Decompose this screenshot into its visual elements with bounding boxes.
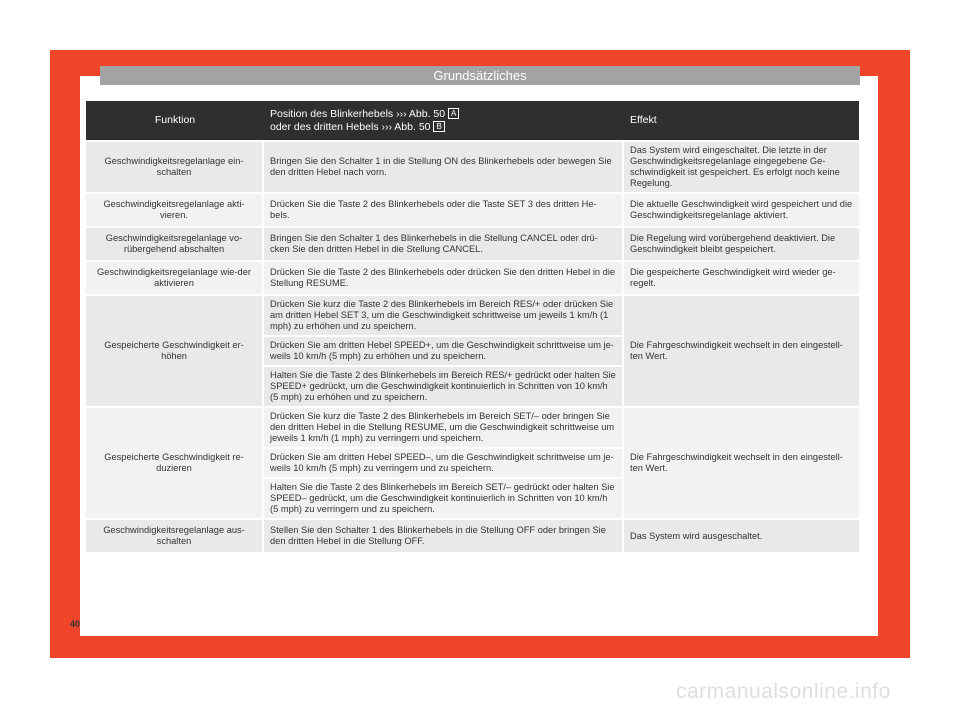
figure-ref-a: A bbox=[448, 108, 459, 119]
cell-position: Halten Sie die Taste 2 des Blinkerhebels im Bereich SET/– gedrückt oder halten Sie SPEED– gedrückt, um die Geschwindigkeit kontinuierlich in Schritten von 10 km/h (5 mph) zu verringern und zu speichern. bbox=[264, 479, 624, 520]
table-row bbox=[86, 262, 859, 296]
cell-effekt: Die Regelung wird vorübergehend deaktiviert. Die Geschwindigkeit bleibt gespeichert. bbox=[624, 228, 859, 262]
header-effekt: Effekt bbox=[624, 101, 859, 142]
header-position bbox=[264, 101, 624, 142]
cell-position: Bringen Sie den Schalter 1 in die Stellung ON des Blinkerhebels oder bewegen Sie den dritten Hebel nach vorn. bbox=[264, 142, 624, 194]
cell-funktion: Geschwindigkeitsregelanlage ein-schalten bbox=[86, 142, 264, 194]
cell-position: Drücken Sie die Taste 2 des Blinkerhebels oder die Taste SET 3 des dritten He-bels. bbox=[264, 194, 624, 228]
cell-funktion: Geschwindigkeitsregelanlage akti-vieren. bbox=[86, 194, 264, 228]
cell-effekt: Das System wird ausgeschaltet. bbox=[624, 520, 859, 554]
cell-effekt: Die Fahrgeschwindigkeit wechselt in den eingestell-ten Wert. bbox=[624, 408, 859, 520]
table-row bbox=[86, 142, 859, 194]
header-position-line2: oder des dritten Hebels ››› Abb. 50 bbox=[270, 120, 431, 133]
cell-funktion: Gespeicherte Geschwindigkeit re-duzieren bbox=[86, 408, 264, 520]
cell-effekt: Die aktuelle Geschwindigkeit wird gespeichert und die Geschwindigkeitsregelanlage aktiviert. bbox=[624, 194, 859, 228]
table-header-row bbox=[86, 101, 859, 142]
figure-ref-b: B bbox=[433, 121, 444, 132]
cell-funktion: Geschwindigkeitsregelanlage vo-rübergehend abschalten bbox=[86, 228, 264, 262]
header-funktion: Funktion bbox=[86, 101, 264, 142]
page-number: 40 bbox=[70, 619, 81, 629]
cell-position: Drücken Sie die Taste 2 des Blinkerhebels oder drücken Sie den dritten Hebel in die Stellung RESUME. bbox=[264, 262, 624, 296]
table-row bbox=[86, 408, 859, 449]
cell-position: Drücken Sie am dritten Hebel SPEED+, um die Geschwindigkeit schrittweise um je-weils 10 km/h (5 mph) zu erhöhen und zu speichern. bbox=[264, 337, 624, 367]
table-row bbox=[86, 296, 859, 337]
cell-position: Drücken Sie am dritten Hebel SPEED–, um die Geschwindigkeit schrittweise um je-weils 10 km/h (5 mph) zu verringern und zu speichern. bbox=[264, 449, 624, 479]
table-row bbox=[86, 194, 859, 228]
watermark: carmanualsonline.info bbox=[676, 680, 891, 703]
cell-position: Bringen Sie den Schalter 1 des Blinkerhebels in die Stellung CANCEL oder drü-cken Sie den dritten Hebel in die Stellung CANCEL. bbox=[264, 228, 624, 262]
cell-effekt: Das System wird eingeschaltet. Die letzte in der Geschwindigkeitsregelanlage eingegebene Ge-schwindigkeit ist gespeichert. Es erfolgt noch keine Regelung. bbox=[624, 142, 859, 194]
cell-position: Halten Sie die Taste 2 des Blinkerhebels im Bereich RES/+ gedrückt oder halten Sie SPEED+ gedrückt, um die Geschwindigkeit kontinuierlich in Schritten von 10 km/h (5 mph) zu erhöhen und zu speichern. bbox=[264, 367, 624, 408]
section-title: Grundsätzliches bbox=[100, 66, 860, 85]
cell-position: Drücken Sie kurz die Taste 2 des Blinkerhebels im Bereich SET/– oder bringen Sie den dritten Hebel in die Stellung RESUME, um die Geschwindigkeit schrittweise um jeweils 1 km/h (1 mph) zu verringern und speichern. bbox=[264, 408, 624, 449]
cell-funktion: Geschwindigkeitsregelanlage wie-der aktivieren bbox=[86, 262, 264, 296]
table-row bbox=[86, 520, 859, 554]
cell-funktion: Gespeicherte Geschwindigkeit er-höhen bbox=[86, 296, 264, 408]
cell-effekt: Die Fahrgeschwindigkeit wechselt in den eingestell-ten Wert. bbox=[624, 296, 859, 408]
cell-position: Stellen Sie den Schalter 1 des Blinkerhebels in die Stellung OFF oder bringen Sie den dritten Hebel in die Stellung OFF. bbox=[264, 520, 624, 554]
cell-effekt: Die gespeicherte Geschwindigkeit wird wieder ge-regelt. bbox=[624, 262, 859, 296]
function-table bbox=[86, 101, 859, 554]
header-position-line1: Position des Blinkerhebels ››› Abb. 50 bbox=[270, 107, 446, 120]
cell-position: Drücken Sie kurz die Taste 2 des Blinkerhebels im Bereich RES/+ oder drücken Sie am dritten Hebel SET 3, um die Geschwindigkeit schrittweise um jeweils 1 km/h (1 mph) zu erhöhen und zu speichern. bbox=[264, 296, 624, 337]
cell-funktion: Geschwindigkeitsregelanlage aus-schalten bbox=[86, 520, 264, 554]
table-row bbox=[86, 228, 859, 262]
